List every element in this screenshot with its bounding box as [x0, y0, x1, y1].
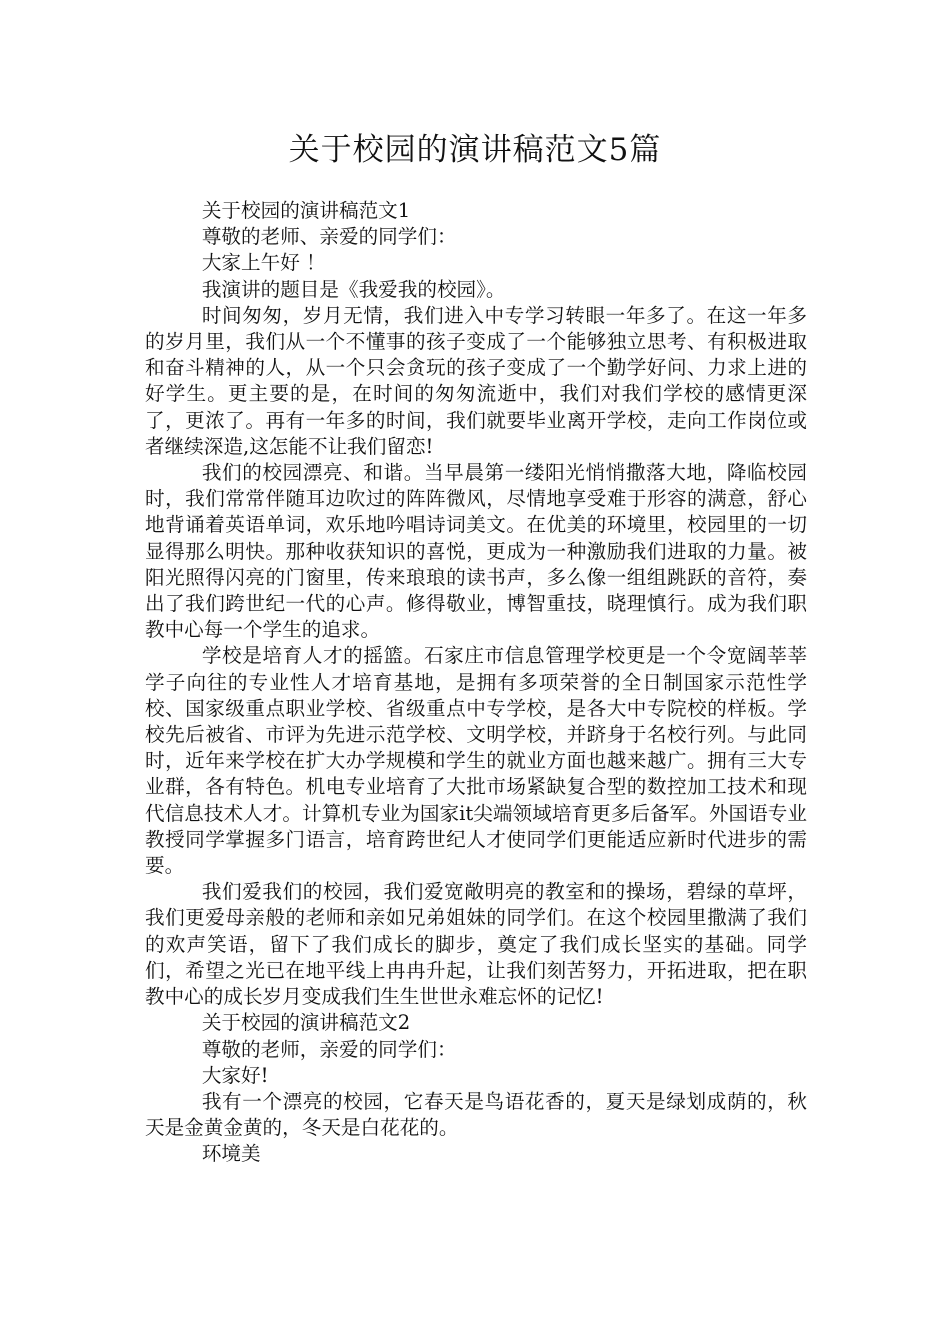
document-title: 关于校园的演讲稿范文5篇: [288, 132, 662, 168]
paragraph: 尊敬的老师、亲爱的同学们：: [201, 225, 457, 249]
paragraph: 大家上午好 ！: [201, 251, 326, 275]
paragraph: 环境美: [201, 1142, 261, 1166]
paragraph: 大家好!: [201, 1063, 269, 1087]
paragraph: 尊敬的老师，亲爱的同学们：: [201, 1037, 457, 1061]
paragraph: 关于校园的演讲稿范文2: [201, 1011, 411, 1035]
paragraph: 我有一个漂亮的校园，它春天是鸟语花香的，夏天是绿划成荫的，秋天是金黄金黄的，冬天是白花花的。: [145, 1089, 807, 1140]
paragraph: 我们爱我们的校园，我们爱宽敞明亮的教室和的操场，碧绿的草坪，我们更爱母亲般的老师和亲如兄弟姐妹的同学们。在这个校园里撒满了我们的欢声笑语，留下了我们成长的脚步，奠定了我们成长坚实的基础。同学们，希望之光已在地平线上冉冉升起，让我们刻苦努力，开拓进取，把在职教中心的成长岁月变成我们生生世世永难忘怀的记忆!: [145, 880, 807, 1009]
paragraph: 我演讲的题目是《我爱我的校园》。: [201, 277, 506, 301]
paragraph: 时间匆匆，岁月无情，我们进入中专学习转眼一年多了。在这一年多的岁月里，我们从一个不懂事的孩子变成了一个能够独立思考、有积极进取和奋斗精神的人，从一个只会贪玩的孩子变成了一个勤学好问、力求上进的好学生。更主要的是，在时间的匆匆流逝中，我们对我们学校的感情更深了，更浓了。再有一年多的时间，我们就要毕业离开学校，走向工作岗位或者继续深造,这怎能不让我们留恋!: [145, 303, 807, 458]
paragraph: 学校是培育人才的摇篮。石家庄市信息管理学校更是一个令宽阔莘莘学子向往的专业性人才培育基地，是拥有多项荣誉的全日制国家示范性学校、国家级重点职业学校、省级重点中专学校，是各大中专院校的样板。学校先后被省、市评为先进示范学校、文明学校，并跻身于名校行列。与此同时，近年来学校在扩大办学规模和学生的就业方面也越来越广。拥有三大专业群，各有特色。机电专业培育了大批市场紧缺复合型的数控加工技术和现代信息技术人才。计算机专业为国家it尖端领域培育更多后备军。外国语专业教授同学掌握多门语言，培育跨世纪人才使同学们更能适应新时代进步的需要。: [145, 644, 807, 878]
document-body: [145, 198, 807, 1168]
paragraph: 关于校园的演讲稿范文1: [201, 199, 411, 222]
paragraph: 我们的校园漂亮、和谐。当早晨第一缕阳光悄悄撒落大地，降临校园时，我们常常伴随耳边吹过的阵阵微风，尽情地享受难于形容的满意，舒心地背诵着英语单词，欢乐地吟唱诗词美文。在优美的环境里，校园里的一切显得那么明快。那种收获知识的喜悦，更成为一种激励我们进取的力量。被阳光照得闪亮的门窗里，传来琅琅的读书声，多么像一组组跳跃的音符，奏出了我们跨世纪一代的心声。修得敬业，博智重技，晓理慎行。成为我们职教中心每一个学生的追求。: [145, 461, 807, 642]
